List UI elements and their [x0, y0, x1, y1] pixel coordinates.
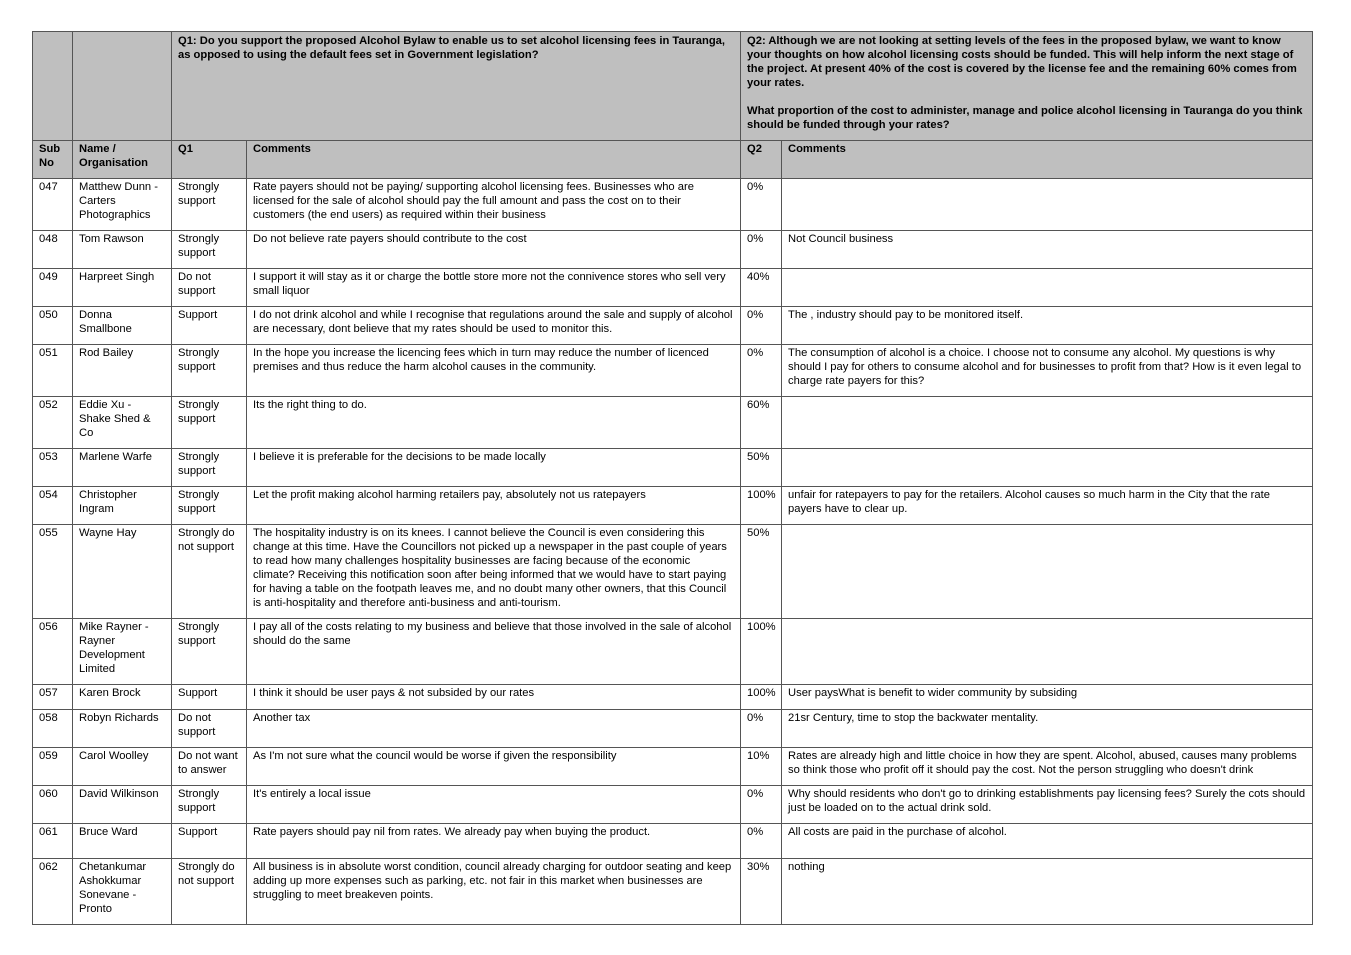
cell-q1-answer: Do not support — [172, 269, 247, 307]
cell-q2-answer: 50% — [741, 525, 782, 619]
cell-q1-answer: Strongly support — [172, 231, 247, 269]
cell-sub-no: 059 — [33, 748, 73, 786]
cell-sub-no: 054 — [33, 487, 73, 525]
table-row — [33, 487, 1313, 525]
table-row — [33, 525, 1313, 619]
cell-q1-comment: I believe it is preferable for the decisions to be made locally — [247, 449, 741, 487]
cell-q1-answer: Support — [172, 824, 247, 859]
cell-name: Bruce Ward — [73, 824, 172, 859]
cell-sub-no: 061 — [33, 824, 73, 859]
cell-q2-answer: 0% — [741, 710, 782, 748]
header-q1: Q1 — [172, 141, 247, 179]
cell-sub-no: 048 — [33, 231, 73, 269]
table-row — [33, 345, 1313, 397]
table-row — [33, 859, 1313, 925]
cell-sub-no: 057 — [33, 685, 73, 710]
cell-q2-answer: 0% — [741, 231, 782, 269]
cell-q2-answer: 0% — [741, 307, 782, 345]
cell-sub-no: 058 — [33, 710, 73, 748]
cell-q1-answer: Do not want to answer — [172, 748, 247, 786]
question-2-text: Q2: Although we are not looking at setting levels of the fees in the proposed bylaw, we want to know your thoughts on how alcohol licensing costs should be funded. This will help inform the next stage of the project. At present 40% of the cost is covered by the license fee and the remaining 60% comes from your rates. What proportion of the cost to administer, manage and police alcohol licensing in Tauranga do you think should be funded through your rates? — [741, 32, 1313, 141]
cell-q2-comment: unfair for ratepayers to pay for the retailers. Alcohol causes so much harm in the City that the rate payers have to clear up. — [782, 487, 1313, 525]
table-row — [33, 307, 1313, 345]
cell-q2-answer: 10% — [741, 748, 782, 786]
cell-q1-comment: All business is in absolute worst condition, council already charging for outdoor seating and keep adding up more expenses such as parking, etc. not fair in this market when businesses are struggling to meet breakeven points. — [247, 859, 741, 925]
header-comments-q2: Comments — [782, 141, 1313, 179]
cell-q1-comment: In the hope you increase the licencing fees which in turn may reduce the number of licenced premises and thus reduce the harm alcohol causes in the community. — [247, 345, 741, 397]
cell-q1-comment: Its the right thing to do. — [247, 397, 741, 449]
table-row — [33, 269, 1313, 307]
cell-q1-comment: The hospitality industry is on its knees. I cannot believe the Council is even considering this change at this time. Have the Councillors not picked up a newspaper in the past couple of years to read how many challenges hospitality businesses are facing because of the economic climate? Receiving this notification soon after being informed that we would have to start paying for having a table on the footpath leaves me, and no doubt many other owners, that this Council is anti-hospitality and therefore anti-business and anti-tourism. — [247, 525, 741, 619]
cell-q1-comment: I think it should be user pays & not subsided by our rates — [247, 685, 741, 710]
cell-q1-comment: I do not drink alcohol and while I recognise that regulations around the sale and supply of alcohol are necessary, dont believe that my rates should be used to monitor this. — [247, 307, 741, 345]
cell-name: Robyn Richards — [73, 710, 172, 748]
cell-q2-answer: 0% — [741, 179, 782, 231]
table-row — [33, 786, 1313, 824]
table-row — [33, 449, 1313, 487]
cell-q2-answer: 30% — [741, 859, 782, 925]
cell-q2-comment — [782, 179, 1313, 231]
cell-name: Karen Brock — [73, 685, 172, 710]
cell-q1-answer: Strongly do not support — [172, 525, 247, 619]
cell-q2-answer: 100% — [741, 619, 782, 685]
header-name: Name / Organisation — [73, 141, 172, 179]
table-row — [33, 397, 1313, 449]
cell-name: David Wilkinson — [73, 786, 172, 824]
cell-q2-answer: 40% — [741, 269, 782, 307]
cell-q2-answer: 0% — [741, 345, 782, 397]
header-comments-q1: Comments — [247, 141, 741, 179]
cell-q2-comment: Rates are already high and little choice in how they are spent. Alcohol, abused, causes many problems so think those who profit off it should pay the cost. Not the person struggling who doesn't drink — [782, 748, 1313, 786]
cell-q1-comment: Rate payers should pay nil from rates. We already pay when buying the product. — [247, 824, 741, 859]
cell-q2-comment: 21sr Century, time to stop the backwater mentality. — [782, 710, 1313, 748]
table-row — [33, 824, 1313, 859]
cell-q1-comment: I pay all of the costs relating to my business and believe that those involved in the sale of alcohol should do the same — [247, 619, 741, 685]
blank-cell — [73, 32, 172, 141]
cell-q2-comment: Why should residents who don't go to drinking establishments pay licensing fees? Surely the cots should just be loaded on to the actual drink sold. — [782, 786, 1313, 824]
question-row — [33, 32, 1313, 141]
cell-q2-comment: The consumption of alcohol is a choice. I choose not to consume any alcohol. My questions is why should I pay for others to consume alcohol and for businesses to profit from that? How is it even legal to charge rate payers for this? — [782, 345, 1313, 397]
cell-name: Christopher Ingram — [73, 487, 172, 525]
cell-sub-no: 062 — [33, 859, 73, 925]
cell-q1-comment: I support it will stay as it or charge the bottle store more not the connivence stores who sell very small liquor — [247, 269, 741, 307]
cell-q1-answer: Strongly support — [172, 179, 247, 231]
cell-q1-answer: Support — [172, 685, 247, 710]
cell-sub-no: 052 — [33, 397, 73, 449]
cell-q1-answer: Strongly support — [172, 397, 247, 449]
cell-q2-comment — [782, 397, 1313, 449]
cell-q1-comment: Let the profit making alcohol harming retailers pay, absolutely not us ratepayers — [247, 487, 741, 525]
cell-q1-answer: Support — [172, 307, 247, 345]
cell-q2-answer: 60% — [741, 397, 782, 449]
cell-q2-answer: 100% — [741, 685, 782, 710]
cell-q2-answer: 0% — [741, 786, 782, 824]
cell-q1-comment: It's entirely a local issue — [247, 786, 741, 824]
cell-q2-answer: 100% — [741, 487, 782, 525]
submissions-table — [32, 31, 1313, 925]
cell-q2-comment: The , industry should pay to be monitored itself. — [782, 307, 1313, 345]
table-row — [33, 619, 1313, 685]
cell-sub-no: 047 — [33, 179, 73, 231]
cell-name: Chetankumar Ashokkumar Sonevane - Pronto — [73, 859, 172, 925]
header-q2: Q2 — [741, 141, 782, 179]
cell-q1-answer: Strongly do not support — [172, 859, 247, 925]
table-row — [33, 748, 1313, 786]
cell-name: Tom Rawson — [73, 231, 172, 269]
cell-q1-answer: Strongly support — [172, 345, 247, 397]
cell-q1-comment: Another tax — [247, 710, 741, 748]
cell-q2-answer: 0% — [741, 824, 782, 859]
cell-q1-comment: Rate payers should not be paying/ supporting alcohol licensing fees. Businesses who are licensed for the sale of alcohol should pay the full amount and pass the cost on to their customers (the end users) as required within their business — [247, 179, 741, 231]
table-row — [33, 231, 1313, 269]
cell-q2-comment: All costs are paid in the purchase of alcohol. — [782, 824, 1313, 859]
cell-name: Mike Rayner - Rayner Development Limited — [73, 619, 172, 685]
cell-name: Donna Smallbone — [73, 307, 172, 345]
cell-q2-comment: User paysWhat is benefit to wider community by subsiding — [782, 685, 1313, 710]
column-header-row — [33, 141, 1313, 179]
cell-q1-answer: Strongly support — [172, 487, 247, 525]
cell-q1-answer: Do not support — [172, 710, 247, 748]
cell-sub-no: 056 — [33, 619, 73, 685]
cell-q1-answer: Strongly support — [172, 786, 247, 824]
cell-sub-no: 060 — [33, 786, 73, 824]
cell-q1-comment: As I'm not sure what the council would be worse if given the responsibility — [247, 748, 741, 786]
cell-name: Wayne Hay — [73, 525, 172, 619]
table-row — [33, 685, 1313, 710]
table-row — [33, 179, 1313, 231]
cell-name: Carol Woolley — [73, 748, 172, 786]
cell-q2-comment — [782, 269, 1313, 307]
cell-q1-answer: Strongly support — [172, 449, 247, 487]
cell-sub-no: 055 — [33, 525, 73, 619]
cell-q1-comment: Do not believe rate payers should contribute to the cost — [247, 231, 741, 269]
cell-name: Rod Bailey — [73, 345, 172, 397]
cell-sub-no: 049 — [33, 269, 73, 307]
cell-q2-comment: nothing — [782, 859, 1313, 925]
question-1-text: Q1: Do you support the proposed Alcohol Bylaw to enable us to set alcohol licensing fees in Tauranga, as opposed to using the default fees set in Government legislation? — [172, 32, 741, 141]
table-row — [33, 710, 1313, 748]
header-sub-no: Sub No — [33, 141, 73, 179]
cell-name: Harpreet Singh — [73, 269, 172, 307]
cell-q2-comment — [782, 619, 1313, 685]
cell-q2-comment: Not Council business — [782, 231, 1313, 269]
cell-sub-no: 053 — [33, 449, 73, 487]
cell-q1-answer: Strongly support — [172, 619, 247, 685]
cell-q2-comment — [782, 525, 1313, 619]
cell-name: Eddie Xu - Shake Shed & Co — [73, 397, 172, 449]
cell-q2-answer: 50% — [741, 449, 782, 487]
cell-name: Marlene Warfe — [73, 449, 172, 487]
cell-sub-no: 051 — [33, 345, 73, 397]
blank-cell — [33, 32, 73, 141]
cell-q2-comment — [782, 449, 1313, 487]
cell-sub-no: 050 — [33, 307, 73, 345]
cell-name: Matthew Dunn - Carters Photographics — [73, 179, 172, 231]
